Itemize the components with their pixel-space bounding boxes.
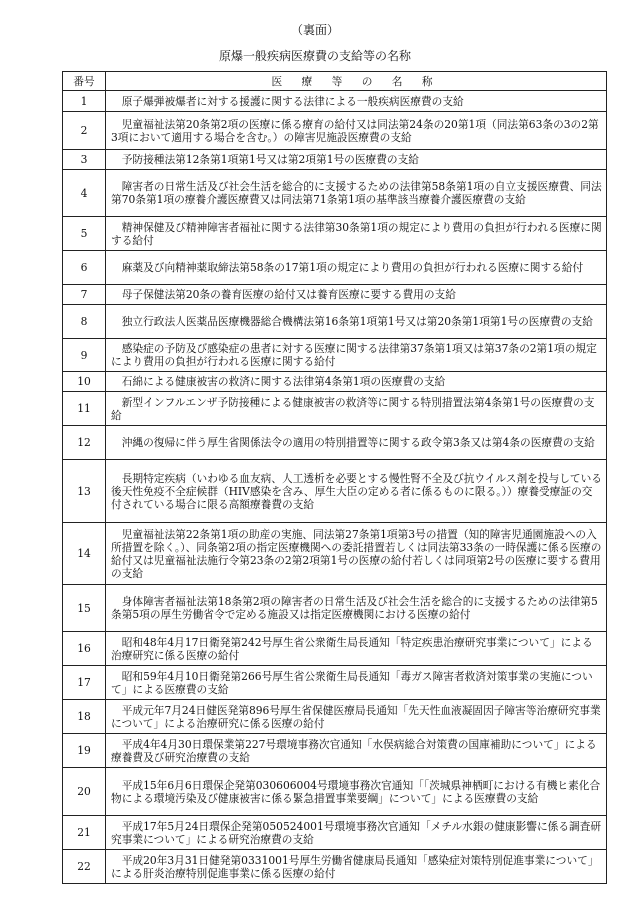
row-text: 感染症の予防及び感染症の患者に対する医療に関する法律第37条第1項又は第37条の2第1項の規定により費用の負担が行われる医療に関する給付 — [106, 339, 607, 372]
row-number: 3 — [63, 150, 106, 170]
row-text: 児童福祉法第20条第2項の医療に係る療育の給付又は同法第24条の20第1項（同法第63条の3の2第3項において適用する場合を含む。）の障害児施設医療費の支給 — [106, 112, 607, 150]
row-text: 平成元年7月24日健医発第896号厚生省保健医療局長通知「先天性血液凝固因子障害等治療研究事業について」による治療研究に係る医療の給付 — [106, 700, 607, 734]
row-number: 16 — [63, 632, 106, 666]
table-row — [63, 700, 607, 734]
row-number: 10 — [63, 372, 106, 392]
row-text: 身体障害者福祉法第18条第2項の障害者の日常生活及び社会生活を総合的に支援するための法律第5条第5項の厚生労働省令で定める施設又は指定医療機関における医療の給付 — [106, 585, 607, 632]
row-number: 1 — [63, 91, 106, 112]
row-number: 13 — [63, 460, 106, 523]
table-row — [63, 112, 607, 150]
row-number: 20 — [63, 768, 106, 816]
row-text: 長期特定疾病（いわゆる血友病、人工透析を必要とする慢性腎不全及び抗ウイルス剤を投与している後天性免疫不全症候群（HIV感染を含み、厚生大臣の定める者に係るものに限る。））療養受療証の交付されている場合に限る高額療養費の支給 — [106, 460, 607, 523]
table-row — [63, 768, 607, 816]
row-text: 沖縄の復帰に伴う厚生省関係法令の適用の特別措置等に関する政令第3条又は第4条の医療費の支給 — [106, 426, 607, 460]
header-name: 医 療 等 の 名 称 — [106, 72, 607, 91]
table-row — [63, 150, 607, 170]
row-text: 平成20年3月31日健発第0331001号厚生労働省健康局長通知「感染症対策特別促進事業について」による肝炎治療特別促進事業に係る医療の給付 — [106, 850, 607, 884]
table-row — [63, 460, 607, 523]
row-number: 4 — [63, 170, 106, 217]
table-body — [63, 91, 607, 884]
table-row — [63, 217, 607, 251]
row-text: 母子保健法第20条の養育医療の給付又は養育医療に要する費用の支給 — [106, 285, 607, 305]
row-number: 7 — [63, 285, 106, 305]
row-text: 麻薬及び向精神薬取締法第58条の17第1項の規定により費用の負担が行われる医療に関する給付 — [106, 251, 607, 285]
row-number: 22 — [63, 850, 106, 884]
row-text: 新型インフルエンザ予防接種による健康被害の救済等に関する特別措置法第4条第1号の医療費の支給 — [106, 392, 607, 426]
row-number: 17 — [63, 666, 106, 700]
row-number: 14 — [63, 523, 106, 585]
table-row — [63, 816, 607, 850]
row-number: 11 — [63, 392, 106, 426]
table-row — [63, 339, 607, 372]
row-number: 15 — [63, 585, 106, 632]
benefit-names-table — [62, 71, 607, 884]
table-row — [63, 392, 607, 426]
row-text: 平成17年5月24日環保企発第050524001号環境事務次官通知「メチル水銀の健康影響に係る調査研究事業について」による研究治療費の支給 — [106, 816, 607, 850]
table-row — [63, 251, 607, 285]
table-row — [63, 285, 607, 305]
row-number: 18 — [63, 700, 106, 734]
table-row — [63, 426, 607, 460]
table-row — [63, 91, 607, 112]
page-side-label: （裏面） — [290, 23, 339, 37]
header-number: 番号 — [63, 72, 106, 91]
table-title: 原爆一般疾病医療費の支給等の名称 — [218, 49, 411, 63]
row-text: 平成15年6月6日環保企発第030606004号環境事務次官通知「「茨城県神栖町における有機ヒ素化合物による環境汚染及び健康被害に係る緊急措置事業要綱」について」による医療費の支給 — [106, 768, 607, 816]
row-number: 19 — [63, 734, 106, 768]
table-row — [63, 632, 607, 666]
row-text: 児童福祉法第22条第1項の助産の実施、同法第27条第1項第3号の措置（知的障害児通園施設への入所措置を除く。）、同条第2項の指定医療機関への委託措置若しくは同法第33条の一時保護に係る医療の給付又は児童福祉法施行令第23条の2第2項第1号の医療の給付若しくは同項第2号の医療に要する費用の支給 — [106, 523, 607, 585]
row-text: 原子爆弾被爆者に対する援護に関する法律による一般疾病医療費の支給 — [106, 91, 607, 112]
row-text: 障害者の日常生活及び社会生活を総合的に支援するための法律第58条第1項の自立支援医療費、同法第70条第1項の療養介護医療費又は同法第71条第1項の基準該当療養介護医療費の支給 — [106, 170, 607, 217]
row-number: 21 — [63, 816, 106, 850]
row-number: 12 — [63, 426, 106, 460]
table-row — [63, 170, 607, 217]
row-number: 2 — [63, 112, 106, 150]
table-row — [63, 523, 607, 585]
row-text: 予防接種法第12条第1項第1号又は第2項第1号の医療費の支給 — [106, 150, 607, 170]
row-number: 9 — [63, 339, 106, 372]
row-text: 昭和59年4月10日衛発第266号厚生省公衆衛生局長通知「毒ガス障害者救済対策事業の実施について」による医療費の支給 — [106, 666, 607, 700]
row-text: 昭和48年4月17日衛発第242号厚生省公衆衛生局長通知「特定疾患治療研究事業について」による治療研究に係る医療の給付 — [106, 632, 607, 666]
row-text: 独立行政法人医薬品医療機器総合機構法第16条第1項第1号又は第20条第1項第1号の医療費の支給 — [106, 305, 607, 339]
table-header-row — [63, 72, 607, 91]
table-row — [63, 734, 607, 768]
table-row — [63, 666, 607, 700]
row-text: 石綿による健康被害の救済に関する法律第4条第1項の医療費の支給 — [106, 372, 607, 392]
row-text: 平成4年4月30日環保業第227号環境事務次官通知「水俣病総合対策費の国庫補助について」による療養費及び研究治療費の支給 — [106, 734, 607, 768]
table-row — [63, 850, 607, 884]
row-number: 6 — [63, 251, 106, 285]
row-number: 8 — [63, 305, 106, 339]
row-text: 精神保健及び精神障害者福祉に関する法律第30条第1項の規定により費用の負担が行われる医療に関する給付 — [106, 217, 607, 251]
table-row — [63, 372, 607, 392]
table-row — [63, 585, 607, 632]
row-number: 5 — [63, 217, 106, 251]
table-row — [63, 305, 607, 339]
